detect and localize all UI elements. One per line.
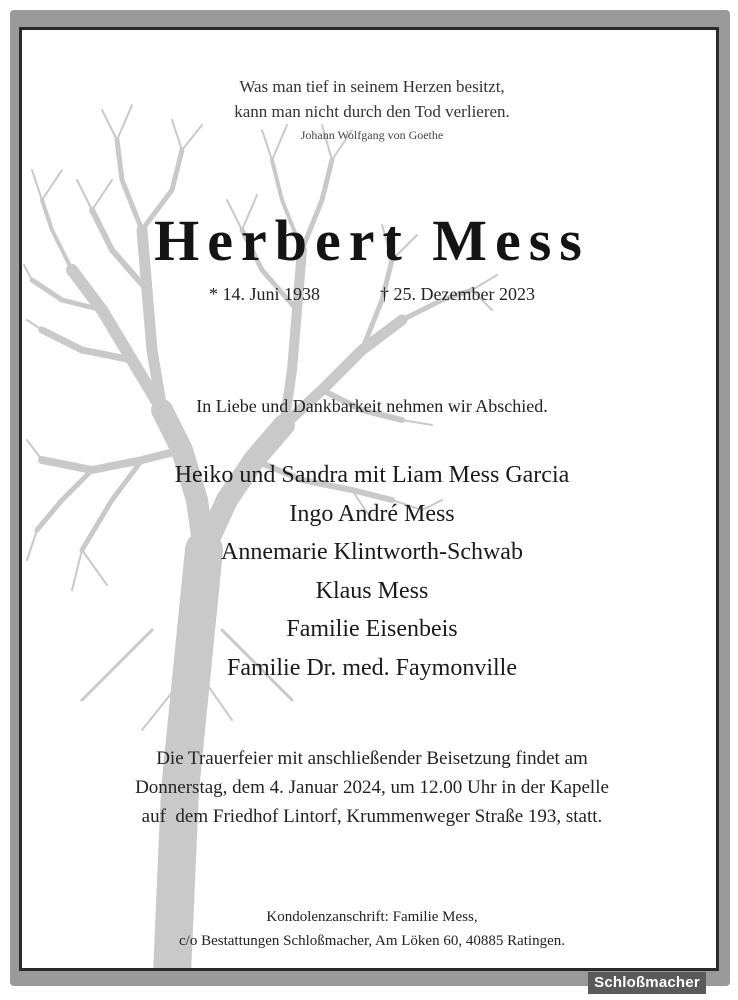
condolence-line-2: c/o Bestattungen Schloßmacher, Am Löken 60, 40885 Ratingen. [179,933,565,949]
quote-line-2: kann man nicht durch den Tod verlieren. [234,102,510,121]
life-dates [22,284,719,305]
condolence-address [22,905,719,953]
mourner-item: Ingo André Mess [289,500,455,527]
birth-date: * 14. Juni 1938 [209,284,321,304]
obituary-content [22,30,719,971]
farewell-text: In Liebe und Dankbarkeit nehmen wir Abschied. [196,396,548,416]
mourner-item: Familie Dr. med. Faymonville [227,654,517,681]
quote [22,74,719,124]
brand-logo: Schloßmacher [588,972,706,994]
mourner-item: Klaus Mess [315,577,429,604]
obituary-card [19,27,719,971]
service-announcement [22,744,719,831]
deceased-name: Herbert Mess [154,208,590,273]
quote-line-1: Was man tief in seinem Herzen besitzt, [239,77,505,96]
mourner-item: Annemarie Klintworth-Schwab [221,539,523,565]
service-line-3: auf dem Friedhof Lintorf, Krummenweger Straße 193, statt. [141,806,603,827]
mourner-item: Heiko und Sandra mit Liam Mess Garcia [174,462,570,488]
mourners-list [22,456,719,687]
quote-author: Johann Wolfgang von Goethe [300,128,444,142]
service-line-1: Die Trauerfeier mit anschließender Beisetzung findet am [156,748,588,769]
condolence-line-1: Kondolenzanschrift: Familie Mess, [266,909,478,925]
service-line-2: Donnerstag, dem 4. Januar 2024, um 12.00 Uhr in der Kapelle [135,777,609,798]
death-date: † 25. Dezember 2023 [380,284,535,304]
mourner-item: Familie Eisenbeis [286,616,458,642]
